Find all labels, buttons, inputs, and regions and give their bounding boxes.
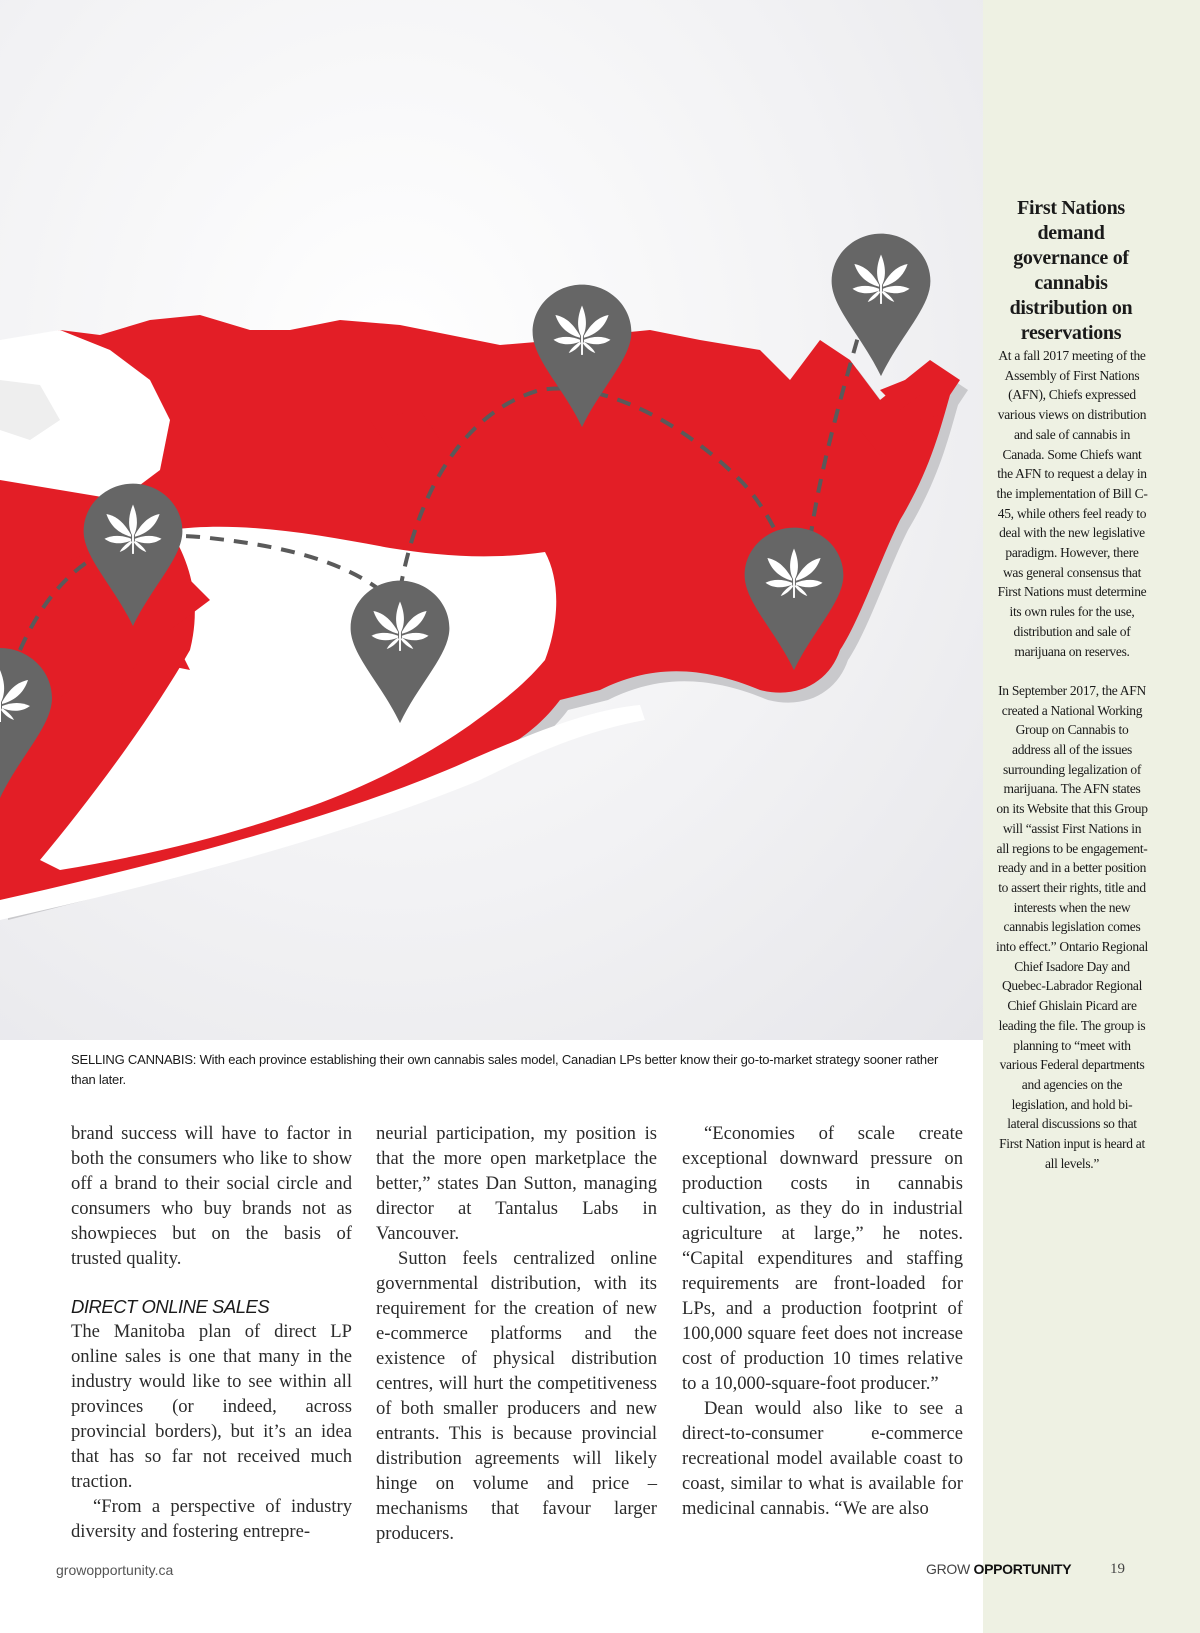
map-pin-icon [832, 234, 931, 377]
image-caption [71, 1050, 941, 1090]
sidebar-title: First Nations demand governance of cannabis distribution on reservations [1009, 197, 1133, 344]
brand-grow: GROW [926, 1561, 974, 1577]
brand-opportunity: OPPORTUNITY [973, 1561, 1072, 1577]
article-paragraph: “From a perspective of industry diversity and fostering entrepre- [71, 1496, 352, 1542]
article-column-1 [71, 1121, 352, 1544]
article-paragraph: brand success will have to factor in both the consumers who like to show off a brand to their social circle and consumers who buy brands not as showpieces but on the basis of trusted quality. [71, 1123, 352, 1269]
article-column-3 [682, 1121, 963, 1521]
section-subhead: DIRECT ONLINE SALES [71, 1296, 270, 1317]
article-column-2 [376, 1121, 657, 1546]
sidebar-paragraph: At a fall 2017 meeting of the Assembly of First Nations (AFN), Chiefs expressed various views on distribution and sale of cannabis in Canada. Some Chiefs want the AFN to request a delay in the implementation of Bill C-45, while others feel ready to deal with the new legislative paradigm. However, there was general consensus that First Nations must determine its own rules for the use, distribution and sale of marijuana on reserves. [996, 348, 1148, 659]
sidebar-body [996, 346, 1148, 1193]
caption-text: With each province establishing their own cannabis sales model, Canadian LPs better know their go-to-market strategy sooner rather than later. [71, 1052, 939, 1087]
article-paragraph: “Economies of scale create exceptional downward pressure on production costs in cannabis cultivation, as they do in industrial agriculture at large,” he notes. “Capital expenditures and staffing requirements are front-loaded for LPs, and a production footprint of 100,000 square feet does not increase cost of production 10 times relative to a 10,000-square-foot producer.” [682, 1123, 963, 1394]
page-number: 19 [1110, 1561, 1125, 1577]
footer-url: growopportunity.ca [56, 1562, 174, 1578]
article-paragraph: neurial participation, my position is that the more open marketplace the better,” states Dan Sutton, managing director at Tantalus Labs in Vancouver. [376, 1123, 657, 1244]
sidebar-paragraph: In September 2017, the AFN created a National Working Group on Cannabis to address all of the issues surrounding legalization of marijuana. The AFN states on its Website that this Group will “assist First Nations in all regions to be engagement-ready and in a better position to assert their rights, title and interests when the new cannabis legislation comes into effect.” Ontario Regional Chief Isadore Day and Quebec-Labrador Regional Chief Ghislain Picard are leading the file. The group is planning to “meet with various Federal departments and agencies on the legislation, and hold bi-lateral discussions so that First Nation input is heard at all levels.” [996, 682, 1148, 1171]
footer-brand [926, 1561, 1071, 1577]
article-paragraph: Sutton feels centralized online governmental distribution, with its requirement for the creation of new e-commerce platforms and the existence of physical distribution centres, will hurt the competitiveness of both smaller producers and new entrants. This is because provincial distribution agreements will likely hinge on volume and price – mechanisms that favour larger producers. [376, 1248, 657, 1544]
article-paragraph: The Manitoba plan of direct LP online sales is one that many in the industry would like to see within all provinces (or indeed, across provincial borders), but it’s an idea that has so far not received much traction. [71, 1321, 352, 1492]
article-paragraph: Dean would also like to see a direct-to-consumer e-commerce recreational model available coast to coast, similar to what is available for medicinal cannabis. “We are also [682, 1398, 963, 1519]
caption-label: SELLING CANNABIS: [71, 1052, 197, 1067]
